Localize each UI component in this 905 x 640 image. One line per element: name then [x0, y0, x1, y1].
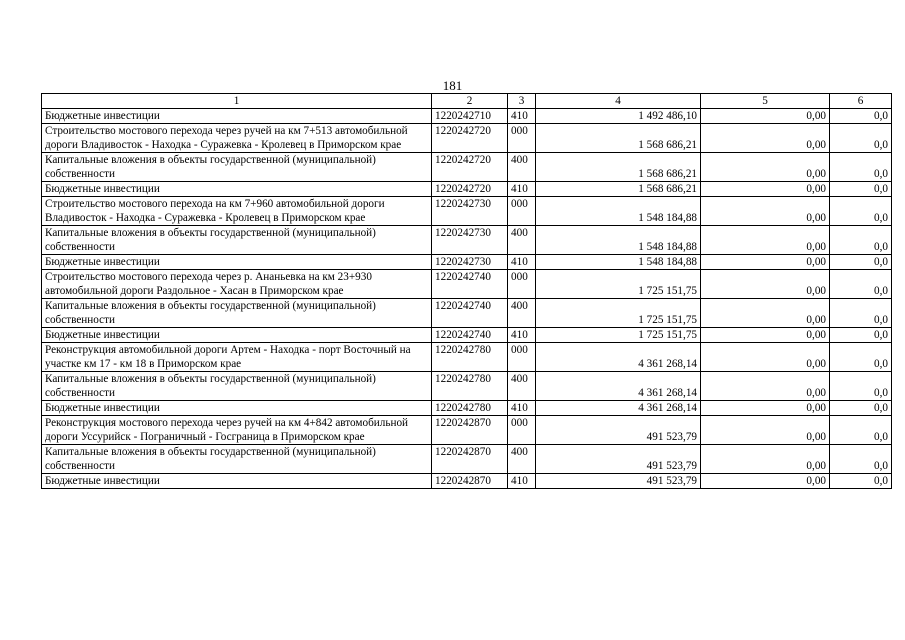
row-code: 1220242740	[432, 299, 508, 328]
row-value-5: 0,00	[701, 474, 830, 489]
row-value-4: 1 725 151,75	[536, 270, 701, 299]
row-value-5: 0,00	[701, 299, 830, 328]
row-type: 410	[508, 401, 536, 416]
header-col-1: 1	[42, 94, 432, 109]
row-type: 400	[508, 226, 536, 255]
row-value-6: 0,0	[830, 372, 892, 401]
row-name: Бюджетные инвестиции	[42, 109, 432, 124]
row-name: Капитальные вложения в объекты государственной (муниципальной) собственности	[42, 226, 432, 255]
row-code: 1220242870	[432, 445, 508, 474]
row-type: 410	[508, 109, 536, 124]
table-row	[42, 124, 892, 153]
row-value-5: 0,00	[701, 109, 830, 124]
row-value-6: 0,0	[830, 153, 892, 182]
row-value-4: 1 568 686,21	[536, 153, 701, 182]
row-code: 1220242730	[432, 197, 508, 226]
row-value-6: 0,0	[830, 182, 892, 197]
row-value-6: 0,0	[830, 328, 892, 343]
row-value-4: 1 725 151,75	[536, 299, 701, 328]
row-value-5: 0,00	[701, 445, 830, 474]
row-code: 1220242780	[432, 401, 508, 416]
table-row	[42, 372, 892, 401]
row-value-5: 0,00	[701, 182, 830, 197]
row-type: 000	[508, 416, 536, 445]
row-value-6: 0,0	[830, 124, 892, 153]
row-value-4: 1 548 184,88	[536, 255, 701, 270]
table-row	[42, 197, 892, 226]
row-value-5: 0,00	[701, 226, 830, 255]
row-value-5: 0,00	[701, 153, 830, 182]
row-value-5: 0,00	[701, 328, 830, 343]
row-value-5: 0,00	[701, 401, 830, 416]
table-row	[42, 270, 892, 299]
row-code: 1220242720	[432, 124, 508, 153]
header-col-4: 4	[536, 94, 701, 109]
row-code: 1220242740	[432, 328, 508, 343]
table-row	[42, 343, 892, 372]
table-row	[42, 474, 892, 489]
row-type: 000	[508, 343, 536, 372]
row-value-4: 1 492 486,10	[536, 109, 701, 124]
row-value-4: 4 361 268,14	[536, 401, 701, 416]
row-name: Бюджетные инвестиции	[42, 255, 432, 270]
row-value-6: 0,0	[830, 401, 892, 416]
row-name: Капитальные вложения в объекты государственной (муниципальной) собственности	[42, 299, 432, 328]
row-code: 1220242870	[432, 416, 508, 445]
row-name: Бюджетные инвестиции	[42, 474, 432, 489]
row-type: 410	[508, 255, 536, 270]
row-type: 400	[508, 445, 536, 474]
row-code: 1220242740	[432, 270, 508, 299]
row-value-6: 0,0	[830, 109, 892, 124]
row-type: 410	[508, 474, 536, 489]
row-value-5: 0,00	[701, 343, 830, 372]
table-row	[42, 401, 892, 416]
table-row	[42, 416, 892, 445]
budget-table	[41, 93, 892, 489]
row-value-4: 1 548 184,88	[536, 197, 701, 226]
row-type: 400	[508, 153, 536, 182]
row-name: Бюджетные инвестиции	[42, 401, 432, 416]
row-name: Строительство мостового перехода на км 7+960 автомобильной дороги Владивосток - Находка - Суражевка - Кролевец в Приморском крае	[42, 197, 432, 226]
row-value-5: 0,00	[701, 255, 830, 270]
row-value-4: 491 523,79	[536, 416, 701, 445]
row-value-5: 0,00	[701, 270, 830, 299]
row-value-4: 1 568 686,21	[536, 124, 701, 153]
row-type: 400	[508, 299, 536, 328]
row-value-4: 491 523,79	[536, 474, 701, 489]
row-code: 1220242780	[432, 343, 508, 372]
row-code: 1220242780	[432, 372, 508, 401]
row-name: Бюджетные инвестиции	[42, 328, 432, 343]
row-code: 1220242730	[432, 226, 508, 255]
row-value-6: 0,0	[830, 255, 892, 270]
row-code: 1220242720	[432, 153, 508, 182]
row-type: 000	[508, 124, 536, 153]
row-name: Строительство мостового перехода через ручей на км 7+513 автомобильной дороги Владивосток - Находка - Суражевка - Кролевец в Приморском крае	[42, 124, 432, 153]
table-row	[42, 299, 892, 328]
row-type: 410	[508, 328, 536, 343]
row-value-6: 0,0	[830, 343, 892, 372]
table-row	[42, 226, 892, 255]
header-row	[42, 94, 892, 109]
header-col-2: 2	[432, 94, 508, 109]
header-col-5: 5	[701, 94, 830, 109]
row-value-6: 0,0	[830, 226, 892, 255]
row-value-6: 0,0	[830, 416, 892, 445]
row-value-5: 0,00	[701, 197, 830, 226]
row-value-5: 0,00	[701, 416, 830, 445]
row-name: Реконструкция мостового перехода через ручей на км 4+842 автомобильной дороги Уссурийск - Пограничный - Госграница в Приморском крае	[42, 416, 432, 445]
table-row	[42, 109, 892, 124]
row-type: 410	[508, 182, 536, 197]
row-name: Капитальные вложения в объекты государственной (муниципальной) собственности	[42, 153, 432, 182]
row-value-5: 0,00	[701, 372, 830, 401]
row-value-4: 1 725 151,75	[536, 328, 701, 343]
row-value-4: 1 548 184,88	[536, 226, 701, 255]
table-row	[42, 255, 892, 270]
row-value-6: 0,0	[830, 197, 892, 226]
row-value-6: 0,0	[830, 270, 892, 299]
row-code: 1220242870	[432, 474, 508, 489]
row-code: 1220242710	[432, 109, 508, 124]
row-code: 1220242720	[432, 182, 508, 197]
row-value-6: 0,0	[830, 445, 892, 474]
table-row	[42, 182, 892, 197]
row-code: 1220242730	[432, 255, 508, 270]
table-row	[42, 153, 892, 182]
row-type: 400	[508, 372, 536, 401]
row-name: Капитальные вложения в объекты государственной (муниципальной) собственности	[42, 372, 432, 401]
row-name: Строительство мостового перехода через р. Ананьевка на км 23+930 автомобильной дороги Раздольное - Хасан в Приморском крае	[42, 270, 432, 299]
row-value-6: 0,0	[830, 474, 892, 489]
row-name: Капитальные вложения в объекты государственной (муниципальной) собственности	[42, 445, 432, 474]
row-value-5: 0,00	[701, 124, 830, 153]
row-type: 000	[508, 270, 536, 299]
header-col-6: 6	[830, 94, 892, 109]
row-value-4: 1 568 686,21	[536, 182, 701, 197]
row-value-4: 4 361 268,14	[536, 372, 701, 401]
row-value-4: 491 523,79	[536, 445, 701, 474]
row-value-6: 0,0	[830, 299, 892, 328]
page-number: 181	[442, 78, 463, 93]
row-name: Бюджетные инвестиции	[42, 182, 432, 197]
table-row	[42, 445, 892, 474]
row-type: 000	[508, 197, 536, 226]
row-name: Реконструкция автомобильной дороги Артем - Находка - порт Восточный на участке км 17 - км 18 в Приморском крае	[42, 343, 432, 372]
row-value-4: 4 361 268,14	[536, 343, 701, 372]
table-row	[42, 328, 892, 343]
header-col-3: 3	[508, 94, 536, 109]
